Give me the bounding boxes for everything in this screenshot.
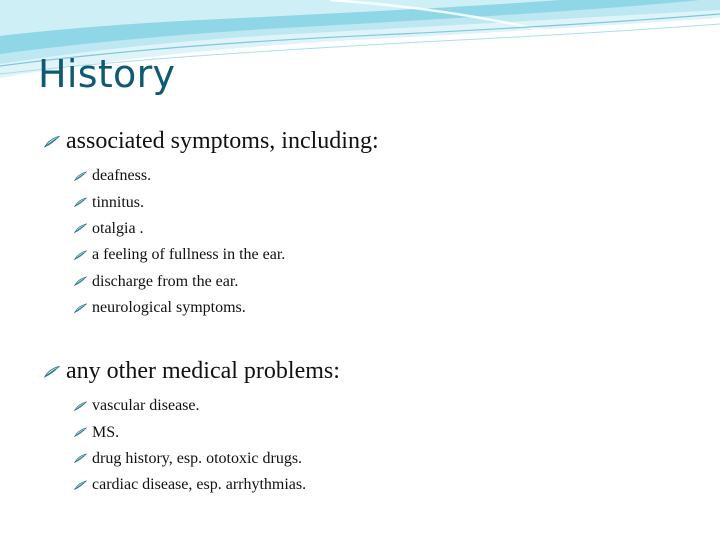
feather-bullet-icon [74,480,87,491]
list-item-text: tinnitus. [92,193,145,211]
list-item [74,163,379,189]
list-item [74,446,340,472]
section-heading [44,358,340,385]
list-item-text: drug history, esp. ototoxic drugs. [92,449,303,467]
section-heading [44,128,379,155]
list-item [74,295,379,321]
slide-title: History [38,52,176,96]
list-item [74,472,340,498]
list-item [74,269,379,295]
section-heading-text: any other medical problems: [66,358,340,384]
list-item-text: discharge from the ear. [92,272,239,290]
list-item [74,216,379,242]
medical-problems-list [74,393,340,499]
list-item-text: deafness. [92,167,152,185]
list-item [74,393,340,419]
feather-bullet-icon [74,197,87,208]
list-item-text: a feeling of fullness in the ear. [92,246,286,264]
feather-bullet-icon [74,453,87,464]
section-heading-text: associated symptoms, including: [66,128,379,154]
list-item [74,419,340,445]
list-item-text: neurological symptoms. [92,299,246,317]
feather-bullet-icon [74,250,87,261]
feather-bullet-icon [74,276,87,287]
list-item-text: otalgia . [92,219,144,237]
feather-bullet-icon [74,171,87,182]
feather-bullet-icon [44,365,60,379]
list-item-text: MS. [92,423,120,441]
feather-bullet-icon [74,401,87,412]
section-associated-symptoms [44,128,379,321]
list-item-text: cardiac disease, esp. arrhythmias. [92,476,307,494]
section-medical-problems [44,358,340,499]
list-item [74,242,379,268]
feather-bullet-icon [74,223,87,234]
symptom-list [74,163,379,321]
feather-bullet-icon [74,427,87,438]
list-item-text: vascular disease. [92,397,200,415]
feather-bullet-icon [44,135,60,149]
feather-bullet-icon [74,303,87,314]
list-item [74,189,379,215]
